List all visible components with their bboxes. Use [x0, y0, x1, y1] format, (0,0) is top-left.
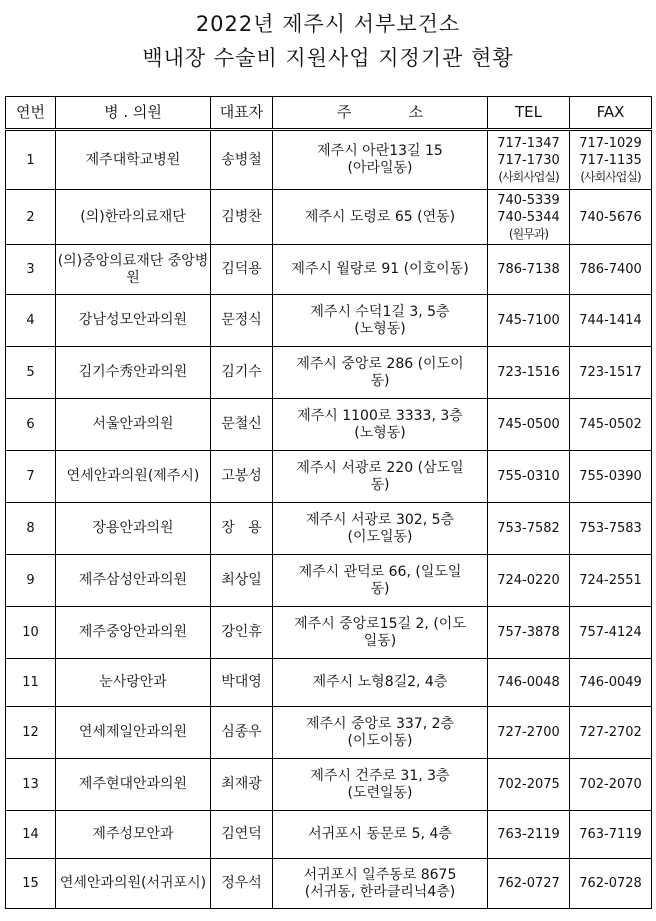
table-body — [6, 130, 652, 909]
cell-line: 717-1730 — [497, 152, 560, 168]
cell-representative: 최상일 — [211, 555, 273, 607]
cell-no: 9 — [6, 555, 56, 607]
cell-representative: 김연덕 — [211, 811, 273, 859]
cell-tel — [488, 503, 570, 555]
cell-fax — [570, 555, 652, 607]
cell-fax — [570, 347, 652, 399]
cell-hospital: 제주삼성안과의원 — [56, 555, 211, 607]
cell-line: 서귀포시 동문로 5, 4층 — [308, 826, 452, 842]
cell-no: 1 — [6, 130, 56, 190]
cell-line: 745-0500 — [497, 417, 560, 432]
document-title-line-1: 2022년 제주시 서부보건소 — [195, 12, 461, 36]
cell-fax — [570, 451, 652, 503]
cell-line: 724-2551 — [579, 573, 642, 588]
cell-line: 724-0220 — [497, 573, 560, 588]
cell-tel — [488, 245, 570, 295]
cell-fax — [570, 707, 652, 759]
cell-line: 제주시 1100로 3333, 3층 — [297, 407, 463, 424]
cell-line: 제주시 서광로 302, 5층 — [305, 511, 455, 528]
cell-hospital: (의)한라의료재단 — [56, 190, 211, 245]
designated-clinics-table — [5, 96, 652, 909]
cell-line: 제주시 월랑로 91 (이호이동) — [291, 261, 469, 277]
cell-hospital: (의)중앙의료재단 중앙병원 — [56, 245, 211, 295]
cell-line: 제주시 중앙로 286 (이도이 — [296, 355, 464, 372]
cell-hospital: 연세안과의원(서귀포시) — [56, 859, 211, 909]
cell-line: (이도일동) — [347, 528, 413, 545]
cell-tel — [488, 759, 570, 811]
cell-representative: 송병철 — [211, 130, 273, 190]
cell-line: 제주시 아란13길 15 — [317, 143, 443, 159]
cell-line: 762-0727 — [497, 876, 560, 891]
cell-line: 740-5339 — [497, 192, 560, 208]
cell-hospital: 연세안과의원(제주시) — [56, 451, 211, 503]
cell-address — [273, 347, 488, 399]
cell-tel — [488, 555, 570, 607]
cell-representative: 문철신 — [211, 399, 273, 451]
cell-line: (이도이동) — [347, 732, 413, 749]
cell-address — [273, 245, 488, 295]
cell-line: 763-7119 — [579, 827, 642, 842]
cell-no: 10 — [6, 607, 56, 659]
cell-line: (서귀동, 한라클리닉4층) — [304, 883, 456, 900]
cell-address — [273, 555, 488, 607]
cell-tel — [488, 451, 570, 503]
cell-representative: 김병찬 — [211, 190, 273, 245]
cell-tel — [488, 811, 570, 859]
cell-address — [273, 659, 488, 707]
cell-address — [273, 707, 488, 759]
cell-line: 제주시 도령로 65 (연동) — [304, 208, 456, 225]
table-row — [6, 503, 652, 555]
table-row — [6, 859, 652, 909]
cell-line: (사회사업실) — [498, 169, 559, 184]
table-row — [6, 759, 652, 811]
cell-line: 746-0048 — [497, 675, 560, 690]
cell-line: (원무과) — [508, 226, 549, 241]
table-row — [6, 659, 652, 707]
cell-fax — [570, 245, 652, 295]
table-row — [6, 130, 652, 190]
cell-fax — [570, 295, 652, 347]
cell-line: 745-7100 — [497, 313, 560, 328]
cell-address — [273, 451, 488, 503]
cell-fax — [570, 399, 652, 451]
cell-line: 702-2070 — [579, 777, 642, 792]
cell-representative: 최재광 — [211, 759, 273, 811]
cell-no: 4 — [6, 295, 56, 347]
table-row — [6, 295, 652, 347]
cell-line: 786-7138 — [497, 262, 560, 277]
cell-representative: 심종우 — [211, 707, 273, 759]
cell-fax — [570, 130, 652, 190]
cell-line: 717-1347 — [497, 135, 560, 151]
cell-address — [273, 399, 488, 451]
cell-representative: 문정식 — [211, 295, 273, 347]
cell-tel — [488, 659, 570, 707]
cell-line: (노형동) — [354, 424, 406, 441]
cell-line: 755-0390 — [579, 469, 642, 484]
cell-line: 동) — [370, 372, 390, 389]
cell-hospital: 장용안과의원 — [56, 503, 211, 555]
cell-no: 2 — [6, 190, 56, 245]
cell-line: (노형동) — [354, 320, 406, 337]
cell-line: 755-0310 — [497, 469, 560, 484]
cell-line: 740-5344 — [497, 209, 560, 225]
cell-line: 745-0502 — [579, 417, 642, 432]
cell-line: (아라일동) — [347, 160, 413, 176]
cell-line: 702-2075 — [497, 777, 560, 792]
cell-line: 727-2702 — [579, 725, 642, 740]
table-row — [6, 811, 652, 859]
cell-line: 제주시 수덕1길 3, 5층 — [310, 303, 450, 320]
cell-address — [273, 503, 488, 555]
cell-hospital: 연세제일안과의원 — [56, 707, 211, 759]
table-row — [6, 707, 652, 759]
cell-address — [273, 130, 488, 190]
cell-address — [273, 295, 488, 347]
header-no: 연번 — [6, 97, 56, 130]
cell-no: 3 — [6, 245, 56, 295]
table-header-row — [6, 97, 652, 130]
cell-line: 744-1414 — [579, 313, 642, 328]
cell-no: 11 — [6, 659, 56, 707]
table-row — [6, 451, 652, 503]
cell-representative: 장 용 — [211, 503, 273, 555]
cell-line: 일동) — [363, 632, 397, 649]
cell-no: 8 — [6, 503, 56, 555]
cell-hospital: 제주대학교병원 — [56, 130, 211, 190]
table-row — [6, 555, 652, 607]
cell-address — [273, 190, 488, 245]
cell-hospital: 강남성모안과의원 — [56, 295, 211, 347]
cell-representative: 김덕용 — [211, 245, 273, 295]
cell-hospital: 서울안과의원 — [56, 399, 211, 451]
cell-line: 제주시 관덕로 66, (일도일 — [298, 563, 462, 580]
cell-line: 740-5676 — [579, 209, 642, 225]
cell-line: 제주시 건주로 31, 3층 — [310, 767, 450, 784]
cell-hospital: 제주중앙안과의원 — [56, 607, 211, 659]
cell-address — [273, 859, 488, 909]
table-row — [6, 607, 652, 659]
document-title-line-2: 백내장 수술비 지원사업 지정기관 현황 — [142, 46, 514, 70]
cell-line: 서귀포시 일주동로 8675 — [303, 866, 457, 883]
cell-line: 762-0728 — [579, 876, 642, 891]
cell-line: 786-7400 — [579, 262, 642, 277]
cell-line: 753-7582 — [497, 521, 560, 536]
table-row — [6, 245, 652, 295]
cell-fax — [570, 607, 652, 659]
cell-no: 5 — [6, 347, 56, 399]
cell-tel — [488, 190, 570, 245]
cell-tel — [488, 130, 570, 190]
cell-line: 제주시 노형8길2, 4층 — [312, 674, 448, 690]
cell-line: 제주시 서광로 220 (삼도일 — [296, 459, 464, 476]
header-fax: FAX — [570, 97, 652, 130]
cell-hospital: 제주현대안과의원 — [56, 759, 211, 811]
cell-line: 723-1516 — [497, 365, 560, 380]
cell-line: 제주시 중앙로 337, 2층 — [305, 715, 455, 732]
header-address: 주 소 — [273, 97, 488, 130]
cell-no: 15 — [6, 859, 56, 909]
table-row — [6, 190, 652, 245]
cell-line: 746-0049 — [579, 675, 642, 690]
cell-address — [273, 811, 488, 859]
cell-line: 727-2700 — [497, 725, 560, 740]
cell-line: 제주시 중앙로15길 2, (이도 — [294, 615, 466, 632]
cell-no: 6 — [6, 399, 56, 451]
cell-representative: 강인휴 — [211, 607, 273, 659]
cell-fax — [570, 811, 652, 859]
cell-tel — [488, 295, 570, 347]
table-row — [6, 347, 652, 399]
cell-fax — [570, 190, 652, 245]
cell-no: 13 — [6, 759, 56, 811]
cell-fax — [570, 503, 652, 555]
cell-representative: 김기수 — [211, 347, 273, 399]
cell-tel — [488, 607, 570, 659]
cell-line: (도련일동) — [347, 784, 413, 801]
cell-no: 14 — [6, 811, 56, 859]
cell-hospital: 눈사랑안과 — [56, 659, 211, 707]
cell-representative: 정우석 — [211, 859, 273, 909]
cell-hospital: 김기수秀안과의원 — [56, 347, 211, 399]
cell-line: 757-4124 — [579, 625, 642, 640]
cell-fax — [570, 759, 652, 811]
cell-no: 7 — [6, 451, 56, 503]
header-tel: TEL — [488, 97, 570, 130]
table-row — [6, 399, 652, 451]
cell-address — [273, 759, 488, 811]
cell-fax — [570, 659, 652, 707]
cell-hospital: 제주성모안과 — [56, 811, 211, 859]
cell-line: 763-2119 — [497, 827, 560, 842]
cell-line: (사회사업실) — [580, 169, 641, 184]
cell-line: 753-7583 — [579, 521, 642, 536]
cell-line: 717-1029 — [579, 135, 642, 151]
cell-line: 757-3878 — [497, 625, 560, 640]
cell-representative: 박대영 — [211, 659, 273, 707]
cell-tel — [488, 859, 570, 909]
cell-representative: 고봉성 — [211, 451, 273, 503]
cell-fax — [570, 859, 652, 909]
cell-line: 동) — [370, 580, 390, 597]
cell-no: 12 — [6, 707, 56, 759]
cell-line: 723-1517 — [579, 365, 642, 380]
cell-line: 717-1135 — [579, 152, 642, 168]
header-hospital: 병 . 의원 — [56, 97, 211, 130]
cell-address — [273, 607, 488, 659]
cell-tel — [488, 399, 570, 451]
cell-tel — [488, 347, 570, 399]
cell-line: 동) — [370, 476, 390, 493]
cell-tel — [488, 707, 570, 759]
header-representative: 대표자 — [211, 97, 273, 130]
